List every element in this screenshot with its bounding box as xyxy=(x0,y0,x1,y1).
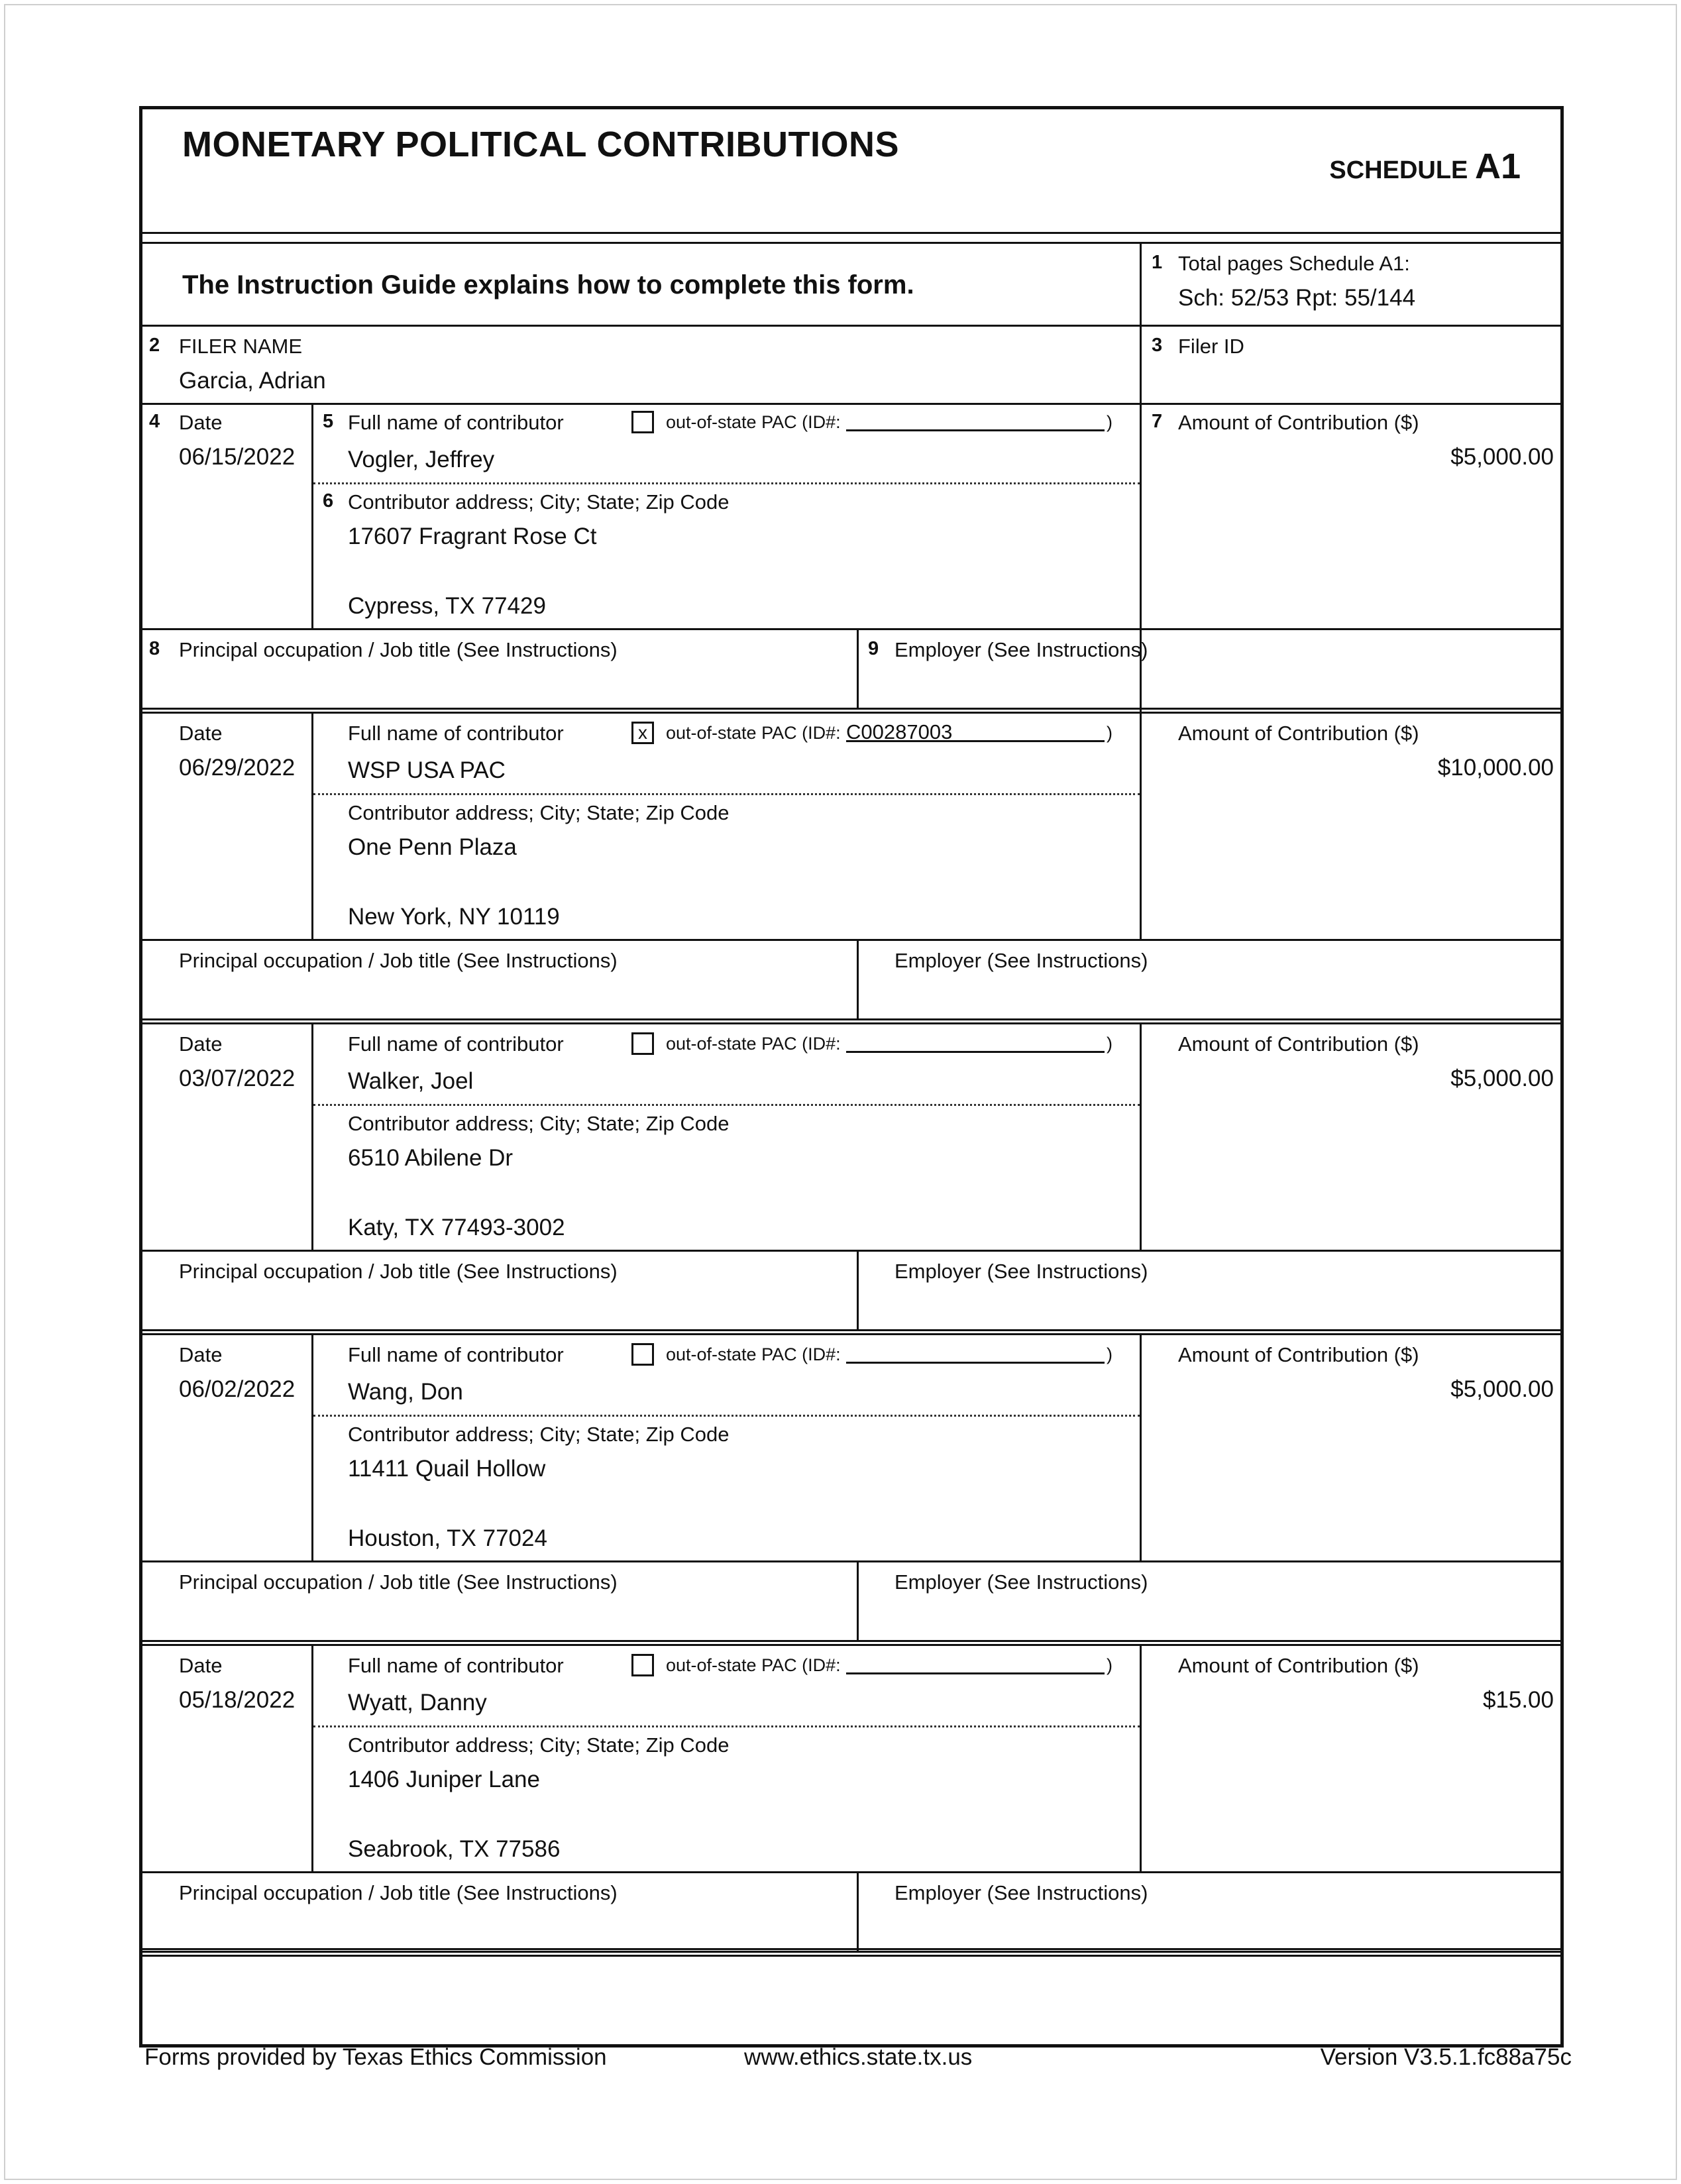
contributor-label: Full name of contributor xyxy=(348,1343,564,1366)
contribution-entry xyxy=(142,714,1560,1005)
address-label: Contributor address; City; State; Zip Code xyxy=(348,1112,730,1135)
contributor-name: Wang, Don xyxy=(348,1379,463,1405)
contributor-label: Full name of contributor xyxy=(348,411,564,434)
dotted-divider xyxy=(313,793,1140,795)
occupation-label: Principal occupation / Job title (See Instructions) xyxy=(179,1260,618,1283)
pac-id-field[interactable] xyxy=(846,1342,1105,1364)
divider xyxy=(142,1560,1560,1562)
out-of-state-pac-checkbox[interactable] xyxy=(631,1032,654,1055)
contribution-entry xyxy=(142,1024,1560,1316)
date-label: Date xyxy=(179,1654,223,1677)
divider xyxy=(857,939,859,1018)
amount-label: Amount of Contribution ($) xyxy=(1178,1654,1419,1677)
divider xyxy=(857,1560,859,1640)
contribution-entry xyxy=(142,1646,1560,1938)
address-label: Contributor address; City; State; Zip Code xyxy=(348,1423,730,1446)
divider xyxy=(142,1250,1560,1252)
divider xyxy=(142,1018,1560,1020)
divider xyxy=(1140,1646,1142,1871)
out-of-state-pac-checkbox[interactable] xyxy=(631,1343,654,1366)
schedule-code: A1 xyxy=(1474,146,1521,186)
contributor-label: Full name of contributor xyxy=(348,722,564,745)
divider xyxy=(142,232,1560,234)
field-number: 2 xyxy=(149,335,160,356)
pac-id-field[interactable] xyxy=(846,410,1105,431)
address-line-2: Seabrook, TX 77586 xyxy=(348,1836,561,1862)
divider xyxy=(1140,1024,1142,1250)
address-line-1: One Penn Plaza xyxy=(348,834,517,860)
pac-id-field[interactable] xyxy=(846,1653,1105,1674)
contributor-label: Full name of contributor xyxy=(348,1654,564,1677)
amount-label: Amount of Contribution ($) xyxy=(1178,722,1419,745)
address-label: Contributor address; City; State; Zip Code xyxy=(348,490,730,514)
divider xyxy=(142,939,1560,941)
total-pages-box xyxy=(1142,244,1559,325)
instruction-row xyxy=(142,244,1140,325)
out-of-state-pac-checkbox[interactable] xyxy=(631,411,654,433)
occupation-label: Principal occupation / Job title (See Instructions) xyxy=(179,638,618,661)
contribution-amount: $5,000.00 xyxy=(1450,1065,1554,1091)
form-title: MONETARY POLITICAL CONTRIBUTIONS xyxy=(182,125,899,164)
out-of-state-pac-checkbox[interactable] xyxy=(631,1654,654,1676)
divider xyxy=(857,628,859,708)
address-line-1: 11411 Quail Hollow xyxy=(348,1456,546,1482)
address-line-2: Houston, TX 77024 xyxy=(348,1525,547,1551)
pac-id-field[interactable]: C00287003 xyxy=(846,720,1105,742)
date-label: Date xyxy=(179,1032,223,1056)
schedule-label xyxy=(1329,146,1521,187)
occupation-label: Principal occupation / Job title (See Instructions) xyxy=(179,949,618,972)
divider xyxy=(142,1329,1560,1331)
divider xyxy=(311,1024,313,1250)
footer-version: Version V3.5.1.fc88a75c xyxy=(1320,2044,1572,2070)
address-line-1: 6510 Abilene Dr xyxy=(348,1145,514,1171)
contribution-amount: $10,000.00 xyxy=(1437,755,1554,781)
amount-label: Amount of Contribution ($) xyxy=(1178,1032,1419,1056)
schedule-form xyxy=(139,106,1564,2048)
dotted-divider xyxy=(313,482,1140,484)
contribution-date: 06/15/2022 xyxy=(179,444,296,470)
divider xyxy=(142,1951,1560,1953)
pac-close: ) xyxy=(1107,723,1112,743)
contributor-name: Wyatt, Danny xyxy=(348,1690,487,1716)
date-label: Date xyxy=(179,722,223,745)
out-of-state-pac-checkbox[interactable]: x xyxy=(631,722,654,744)
filer-name-value: Garcia, Adrian xyxy=(179,368,326,394)
footer-website: www.ethics.state.tx.us xyxy=(744,2044,973,2070)
contribution-date: 06/02/2022 xyxy=(179,1376,296,1402)
amount-label: Amount of Contribution ($) xyxy=(1178,1343,1419,1366)
contributor-name: Walker, Joel xyxy=(348,1068,474,1094)
field-number: 1 xyxy=(1152,252,1163,273)
pac-close: ) xyxy=(1107,1655,1112,1675)
address-line-1: 1406 Juniper Lane xyxy=(348,1767,540,1792)
total-pages-value: Sch: 52/53 Rpt: 55/144 xyxy=(1178,285,1416,311)
employer-label: Employer (See Instructions) xyxy=(895,949,1148,972)
pac-label: out-of-state PAC (ID#: xyxy=(666,1655,841,1675)
divider xyxy=(311,714,313,939)
address-label: Contributor address; City; State; Zip Code xyxy=(348,1733,730,1757)
contribution-amount: $15.00 xyxy=(1482,1687,1554,1713)
dotted-divider xyxy=(313,1415,1140,1417)
contributor-name: Vogler, Jeffrey xyxy=(348,447,495,472)
address-line-2: New York, NY 10119 xyxy=(348,904,560,930)
divider xyxy=(1140,403,1142,628)
divider xyxy=(142,628,1560,630)
pac-label: out-of-state PAC (ID#: xyxy=(666,1034,841,1054)
divider xyxy=(857,1250,859,1329)
date-label: Date xyxy=(179,1343,223,1366)
contribution-date: 05/18/2022 xyxy=(179,1687,296,1713)
field-number: 4 xyxy=(149,411,160,432)
divider xyxy=(1140,1335,1142,1560)
filer-id-box xyxy=(1142,327,1559,403)
total-pages-label: Total pages Schedule A1: xyxy=(1178,252,1410,275)
employer-label: Employer (See Instructions) xyxy=(895,1881,1148,1904)
pac-close: ) xyxy=(1107,1344,1112,1364)
field-number: 9 xyxy=(868,638,879,659)
divider xyxy=(311,403,313,628)
filer-id-label: Filer ID xyxy=(1178,335,1244,358)
field-number: 8 xyxy=(149,638,160,659)
occupation-label: Principal occupation / Job title (See Instructions) xyxy=(179,1570,618,1594)
divider xyxy=(311,1646,313,1871)
divider xyxy=(142,1640,1560,1642)
footer-provider: Forms provided by Texas Ethics Commission xyxy=(144,2044,607,2070)
occupation-label: Principal occupation / Job title (See Instructions) xyxy=(179,1881,618,1904)
contribution-date: 06/29/2022 xyxy=(179,755,296,781)
employer-label: Employer (See Instructions) xyxy=(895,1570,1148,1594)
contributor-name: WSP USA PAC xyxy=(348,757,506,783)
divider xyxy=(311,1335,313,1560)
contribution-entry xyxy=(142,403,1560,694)
dotted-divider xyxy=(313,1104,1140,1106)
pac-label: out-of-state PAC (ID#: xyxy=(666,412,841,432)
divider xyxy=(142,1871,1560,1873)
field-number: 6 xyxy=(323,490,334,512)
divider xyxy=(142,708,1560,710)
address-line-2: Cypress, TX 77429 xyxy=(348,593,546,619)
field-number: 7 xyxy=(1152,411,1163,432)
divider xyxy=(857,1871,859,1951)
pac-close: ) xyxy=(1107,1034,1112,1054)
filer-name-label: FILER NAME xyxy=(179,335,303,358)
contribution-amount: $5,000.00 xyxy=(1450,444,1554,470)
pac-label: out-of-state PAC (ID#: xyxy=(666,723,841,743)
address-label: Contributor address; City; State; Zip Code xyxy=(348,801,730,824)
field-number: 5 xyxy=(323,411,334,432)
schedule-word: SCHEDULE xyxy=(1329,156,1468,184)
divider xyxy=(1140,714,1142,939)
address-line-1: 17607 Fragrant Rose Ct xyxy=(348,523,597,549)
pac-close: ) xyxy=(1107,412,1112,432)
contribution-amount: $5,000.00 xyxy=(1450,1376,1554,1402)
pac-label: out-of-state PAC (ID#: xyxy=(666,1344,841,1364)
pac-id-field[interactable] xyxy=(846,1031,1105,1053)
divider xyxy=(142,1955,1560,1957)
employer-label: Employer (See Instructions) xyxy=(895,638,1148,661)
contributor-label: Full name of contributor xyxy=(348,1032,564,1056)
contribution-date: 03/07/2022 xyxy=(179,1065,296,1091)
divider xyxy=(142,1948,1560,1950)
contribution-entry xyxy=(142,1335,1560,1627)
date-label: Date xyxy=(179,411,223,434)
field-number: 3 xyxy=(1152,335,1163,356)
dotted-divider xyxy=(313,1725,1140,1727)
address-line-2: Katy, TX 77493-3002 xyxy=(348,1215,565,1240)
amount-label: Amount of Contribution ($) xyxy=(1178,411,1419,434)
instruction-text: The Instruction Guide explains how to complete this form. xyxy=(182,270,914,300)
employer-label: Employer (See Instructions) xyxy=(895,1260,1148,1283)
filer-name-box xyxy=(142,327,1140,403)
